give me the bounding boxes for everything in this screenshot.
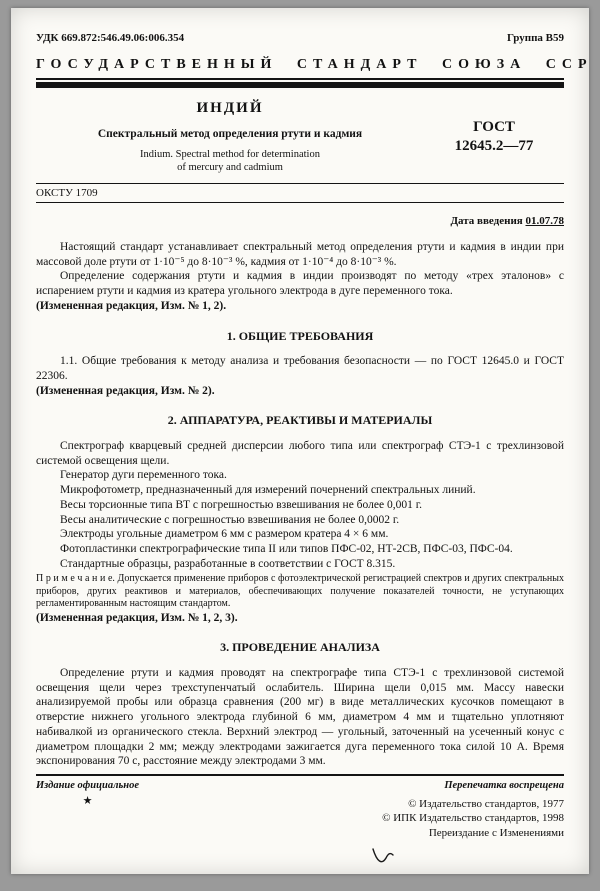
document-title: ИНДИЙ [196,100,264,116]
okstu-rule-bottom [36,202,564,203]
document-body [36,240,564,769]
section2-note: П р и м е ч а н и е. Допускается применение приборов с фотоэлектрической регистрацией спектров и других спектральных приборов, других реактивов и материалов, обеспечивающих получение показателей точности, не уступающих регламентированным настоящим стандартом. [36,573,564,610]
section2-item: Микрофотометр, предназначенный для измерений почернений спектральных линий. [60,484,476,497]
copyright-line-1998: © ИПК Издательство стандартов, 1998 [382,812,564,824]
section1-heading: 1. ОБЩИЕ ТРЕБОВАНИЯ [226,328,374,343]
header-rule-thick [36,82,564,88]
section3-heading: 3. ПРОВЕДЕНИЕ АНАЛИЗА [220,640,380,655]
copyright-block [382,797,564,841]
date-label: Дата введения [450,215,523,227]
introduction-date [36,215,564,227]
reprint-prohibited-label: Перепечатка воспрещена [444,779,564,791]
okstu-band [36,183,564,203]
gost-label: ГОСТ [473,119,515,135]
top-codes-row [36,32,564,44]
official-edition-label: Издание официальное [36,779,140,791]
title-left-column [36,100,424,174]
section1-paragraph: 1.1. Общие требования к методу анализа и требования безопасности — по ГОСТ 12645.0 и ГОСТ 22306. [36,355,564,382]
section3-paragraph: Определение ртути и кадмия проводят на спектрографе типа СТЭ-1 с трехлинзовой системой освещения щели через трехступенчатый ослабитель. Ширина щели 0,015 мм. Массу навески анализируемой пробы или образца сравнения (200 мг) в виде металлических кусочков помещают в отверстие нижнего угольного электрода глубиной 6 мм, диаметром 4 мм и тщательно уплотняют набивалкой из органического стекла. Верхний электрод — угольный, заточенный на усеченный конус с диаметром площадки 2 мм; между электродами зажигается дуга переменного тока силой 10 А. Время экспонирования 70 с, расстояние между электродами 3 мм. [36,666,564,768]
section2-item: Стандартные образцы, разработанные в соответствии с ГОСТ 8.315. [60,557,396,570]
intro-paragraph-1: Настоящий стандарт устанавливает спектральный метод определения ртути и кадмия в индии при массовой доле ртути от 1·10⁻⁵ до 8·10⁻³ %, кадмия от 1·10⁻⁴ до 8·10⁻³ %. [36,241,564,268]
document-subtitle-english [36,148,424,174]
section2-item: Весы торсионные типа ВТ с погрешностью взвешивания не более 0,001 г. [60,498,422,511]
header-rule-thin [36,78,564,80]
section1-amendment-note: (Измененная редакция, Изм. № 2). [36,384,215,397]
star-icon: ★ [82,794,93,807]
okstu-code: ОКСТУ 1709 [36,187,98,199]
date-value: 01.07.78 [525,215,564,227]
gost-designation [424,118,564,156]
gost-number: 12645.2—77 [454,138,534,154]
section2-item: Генератор дуги переменного тока. [60,469,227,482]
subtitle-en-line2: of mercury and cadmium [177,162,283,173]
section2-item: Фотопластинки спектрографические типа II или типов ПФС-02, НТ-2СВ, ПФС-03, ПФС-04. [60,542,513,555]
section2-amendment-note: (Измененная редакция, Изм. № 1, 2, 3). [36,611,238,624]
group-code: Группа В59 [506,32,564,44]
subtitle-en-line1: Indium. Spectral method for determination [140,149,320,160]
section2-item: Весы аналитические с погрешностью взвешивания не более 0,0002 г. [60,513,400,526]
udk-code: УДК 669.872:546.49.06:006.354 [36,32,185,44]
copyright-line-1977: © Издательство стандартов, 1977 [408,797,564,810]
footer-right [382,780,564,841]
page-footer [36,774,564,841]
intro-amendment-note: (Измененная редакция, Изм. № 1, 2). [36,299,227,312]
section2-item: Электроды угольные диаметром 6 мм с размером кратера 4 × 6 мм. [60,528,389,541]
section2-heading: 2. АППАРАТУРА, РЕАКТИВЫ И МАТЕРИАЛЫ [167,413,433,428]
standard-title: ГОСУДАРСТВЕННЫЙ СТАНДАРТ СОЮЗА ССР [36,57,593,72]
footer-left [36,780,139,807]
section2-item: Спектрограф кварцевый средней дисперсии любого типа или спектрограф СТЭ-1 с трехлинзовой системой освещения щели. [36,440,564,467]
footer-row [36,780,564,841]
reissue-note: Переиздание с Изменениями [428,826,564,839]
document-page [11,8,593,874]
title-block [36,100,564,174]
document-subtitle: Спектральный метод определения ртути и кадмия [97,128,363,140]
intro-paragraph-2: Определение содержания ртути и кадмия в индии производят по методу «трех эталонов» с испарением ртути и кадмия из кратера угольного электрода в дуге переменного тока. [36,270,564,298]
footer-rule [36,774,564,776]
scan-artifact-mark [369,846,403,868]
